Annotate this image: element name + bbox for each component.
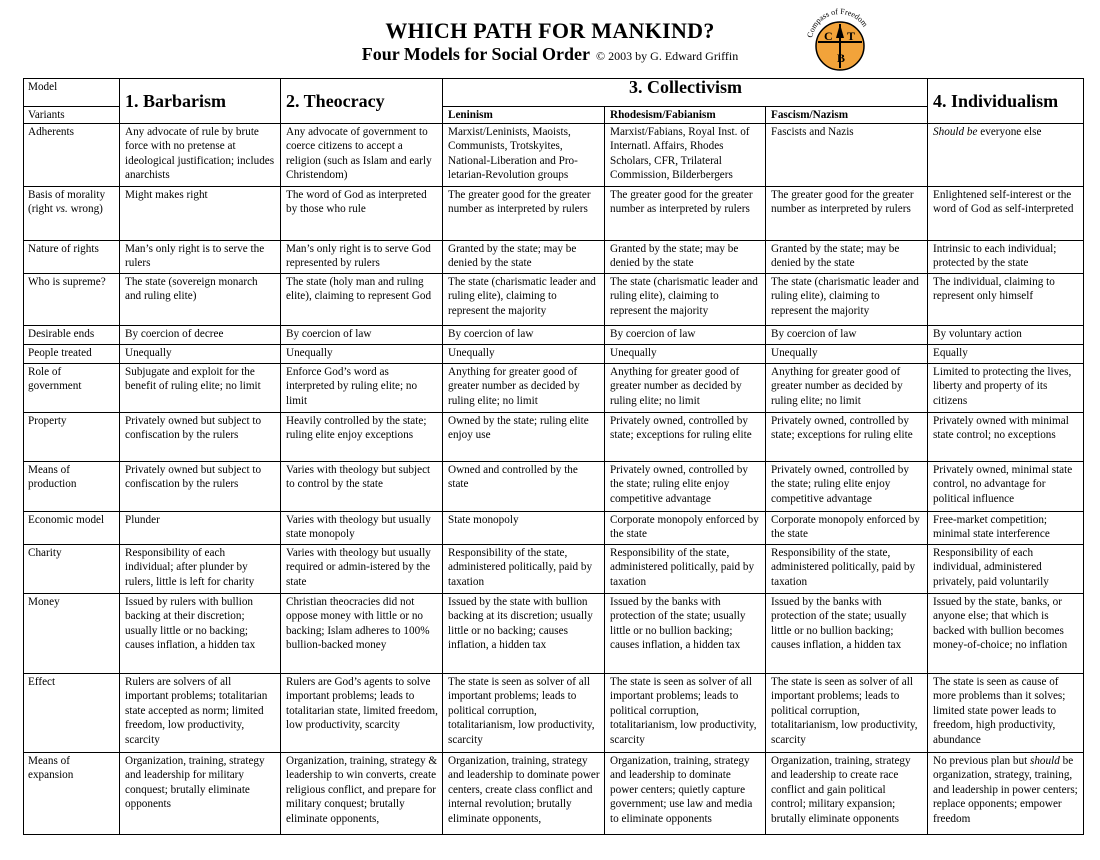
table-cell: Owned by the state; ruling elite enjoy use xyxy=(443,412,605,461)
model-header-row xyxy=(24,79,1084,107)
compass-of-freedom-logo xyxy=(802,4,878,80)
table-cell: Unequally xyxy=(766,344,928,363)
table-cell: The greater good for the greater number as interpreted by rulers xyxy=(766,186,928,240)
table-cell: Unequally xyxy=(281,344,443,363)
table-cell: The state is seen as solver of all important problems; leads to political corruption, totalitarianism, low productivity, scarcity xyxy=(766,673,928,752)
table-cell: Privately owned but subject to confiscation by the rulers xyxy=(120,412,281,461)
row-label: Charity xyxy=(24,544,120,593)
row-label: Adherents xyxy=(24,123,120,186)
row-label: Economic model xyxy=(24,511,120,544)
table-row xyxy=(24,461,1084,511)
table-cell: Varies with theology but usually state monopoly xyxy=(281,511,443,544)
table-row xyxy=(24,123,1084,186)
logo-letter-b: B xyxy=(837,51,846,65)
row-label: Means of production xyxy=(24,461,120,511)
table-cell: Intrinsic to each individual; protected by the state xyxy=(928,240,1084,273)
table-cell: Should be everyone else xyxy=(928,123,1084,186)
row-label: Property xyxy=(24,412,120,461)
table-cell: Man’s only right is to serve the rulers xyxy=(120,240,281,273)
row-label: Desirable ends xyxy=(24,325,120,344)
row-label: Who is supreme? xyxy=(24,273,120,325)
table-row xyxy=(24,240,1084,273)
table-cell: Privately owned with minimal state control; no exceptions xyxy=(928,412,1084,461)
table-cell: Anything for greater good of greater number as decided by ruling elite; no limit xyxy=(766,363,928,412)
model-individualism: 4. Individualism xyxy=(928,79,1084,124)
table-cell: Organization, training, strategy and leadership to dominate power centers, create class conflict and internal revolution; brutally eliminate opponents, xyxy=(443,752,605,834)
table-cell: Responsibility of the state, administered politically, paid by taxation xyxy=(443,544,605,593)
table-cell: Granted by the state; may be denied by the state xyxy=(605,240,766,273)
table-cell: Issued by the state with bullion backing at its discretion; usually little or no backing; causes inflation, a hidden tax xyxy=(443,593,605,673)
table-cell: Unequally xyxy=(120,344,281,363)
table-cell: Might makes right xyxy=(120,186,281,240)
table-row xyxy=(24,752,1084,834)
copyright-text: © 2003 by G. Edward Griffin xyxy=(596,49,739,63)
table-cell: Issued by the state, banks, or anyone else; that which is backed with bullion becomes money-of-choice; no inflation xyxy=(928,593,1084,673)
table-cell: Organization, training, strategy and leadership for military conquest; brutally eliminate opponents xyxy=(120,752,281,834)
table-cell: Organization, training, strategy and leadership to dominate power centers; quietly capture government; use law and media to eliminate opponents xyxy=(605,752,766,834)
variant-rhodesism-fabianism: Rhodesism/Fabianism xyxy=(605,107,766,124)
table-row xyxy=(24,186,1084,240)
table-cell: Heavily controlled by the state; ruling elite enjoy exceptions xyxy=(281,412,443,461)
table-cell: Limited to protecting the lives, liberty and property of its citizens xyxy=(928,363,1084,412)
table-cell: The individual, claiming to represent only himself xyxy=(928,273,1084,325)
table-cell: Marxist/Fabians, Royal Inst. of Internatl. Affairs, Rhodes Scholars, CFR, Trilateral Commission, Bilderbergers xyxy=(605,123,766,186)
table-row xyxy=(24,412,1084,461)
table-cell: The state (charismatic leader and ruling elite), claiming to represent the majority xyxy=(443,273,605,325)
table-cell: The state is seen as solver of all important problems; leads to political corruption, totalitarianism, low productivity, scarcity xyxy=(605,673,766,752)
table-cell: Corporate monopoly enforced by the state xyxy=(605,511,766,544)
model-label: Model xyxy=(24,79,120,107)
table-cell: Corporate monopoly enforced by the state xyxy=(766,511,928,544)
model-collectivism: 3. Collectivism xyxy=(443,79,928,107)
table-cell: By voluntary action xyxy=(928,325,1084,344)
row-label: Nature of rights xyxy=(24,240,120,273)
table-cell: Anything for greater good of greater number as decided by ruling elite; no limit xyxy=(605,363,766,412)
table-cell: Privately owned, controlled by the state; ruling elite enjoy competitive advantage xyxy=(766,461,928,511)
table-cell: Responsibility of the state, administered politically, paid by taxation xyxy=(605,544,766,593)
variant-leninism: Leninism xyxy=(443,107,605,124)
table-cell: Responsibility of each individual, administered privately, paid voluntarily xyxy=(928,544,1084,593)
table-cell: Responsibility of each individual; after plunder by rulers, little is left for charity xyxy=(120,544,281,593)
table-cell: Organization, training, strategy & leadership to win converts, create religious conflict, and prepare for military conquest; brutally eliminate opponents, xyxy=(281,752,443,834)
table-cell: Granted by the state; may be denied by the state xyxy=(443,240,605,273)
table-cell: Enforce God’s word as interpreted by ruling elite; no limit xyxy=(281,363,443,412)
table-cell: Varies with theology but usually required or admin-istered by the state xyxy=(281,544,443,593)
logo-letter-t: T xyxy=(847,29,856,43)
table-cell: By coercion of decree xyxy=(120,325,281,344)
row-label: Money xyxy=(24,593,120,673)
row-label: Basis of morality (right vs. wrong) xyxy=(24,186,120,240)
row-label: Role of government xyxy=(24,363,120,412)
table-cell: By coercion of law xyxy=(443,325,605,344)
table-cell: The state is seen as cause of more problems than it solves; limited state power leads to freedom, high productivity, abundance xyxy=(928,673,1084,752)
table-cell: Privately owned, minimal state control, no advantage for political influence xyxy=(928,461,1084,511)
table-cell: Granted by the state; may be denied by the state xyxy=(766,240,928,273)
table-cell: Responsibility of the state, administered politically, paid by taxation xyxy=(766,544,928,593)
table-cell: No previous plan but should be organization, strategy, training, and leadership in power centers; replace opponents; empower freedom xyxy=(928,752,1084,834)
table-cell: Any advocate of rule by brute force with no pretense at ideological justification; includes anarchists xyxy=(120,123,281,186)
table-cell: By coercion of law xyxy=(605,325,766,344)
table-cell: The greater good for the greater number as interpreted by rulers xyxy=(605,186,766,240)
variants-label: Variants xyxy=(24,107,120,124)
table-body xyxy=(24,123,1084,834)
table-cell: By coercion of law xyxy=(281,325,443,344)
table-cell: Plunder xyxy=(120,511,281,544)
table-row xyxy=(24,344,1084,363)
model-barbarism: 1. Barbarism xyxy=(120,79,281,124)
table-cell: Man’s only right is to serve God represented by rulers xyxy=(281,240,443,273)
table-cell: Christian theocracies did not oppose money with little or no backing; Islam adheres to 100% bullion-backed money xyxy=(281,593,443,673)
table-cell: Organization, training, strategy and leadership to create race conflict and gain political control; military expansion; brutally eliminate opponents xyxy=(766,752,928,834)
subtitle-text: Four Models for Social Order xyxy=(361,44,591,64)
table-cell: The state (charismatic leader and ruling elite), claiming to represent the majority xyxy=(605,273,766,325)
table-cell: Privately owned, controlled by the state; ruling elite enjoy competitive advantage xyxy=(605,461,766,511)
table-row xyxy=(24,325,1084,344)
table-cell: State monopoly xyxy=(443,511,605,544)
table-cell: Privately owned, controlled by state; exceptions for ruling elite xyxy=(766,412,928,461)
table-cell: Privately owned, controlled by state; exceptions for ruling elite xyxy=(605,412,766,461)
variant-fascism-nazism: Fascism/Nazism xyxy=(766,107,928,124)
table-cell: Subjugate and exploit for the benefit of ruling elite; no limit xyxy=(120,363,281,412)
table-row xyxy=(24,673,1084,752)
table-cell: Anything for greater good of greater number as decided by ruling elite; no limit xyxy=(443,363,605,412)
table-row xyxy=(24,363,1084,412)
social-order-table xyxy=(23,78,1084,835)
table-cell: Any advocate of government to coerce citizens to accept a religion (such as Islam and early Christendom) xyxy=(281,123,443,186)
table-cell: Varies with theology but subject to control by the state xyxy=(281,461,443,511)
row-label: People treated xyxy=(24,344,120,363)
table-cell: Privately owned but subject to confiscation by the rulers xyxy=(120,461,281,511)
page-title: WHICH PATH FOR MANKIND? xyxy=(385,18,715,43)
table-row xyxy=(24,273,1084,325)
table-cell: The greater good for the greater number as interpreted by rulers xyxy=(443,186,605,240)
table-cell: Issued by rulers with bullion backing at their discretion; usually little or no backing; causes inflation, a hidden tax xyxy=(120,593,281,673)
table-cell: The state (sovereign monarch and ruling elite) xyxy=(120,273,281,325)
table-cell: Rulers are solvers of all important problems; totalitarian state accepted as norm; limited freedom, low productivity, scarcity xyxy=(120,673,281,752)
table-cell: The state is seen as solver of all important problems; leads to political corruption, totalitarianism, low productivity, scarcity xyxy=(443,673,605,752)
row-label: Means of expansion xyxy=(24,752,120,834)
model-theocracy: 2. Theocracy xyxy=(281,79,443,124)
page-subtitle xyxy=(0,44,1100,65)
table-cell: Free-market competition; minimal state interference xyxy=(928,511,1084,544)
table-cell: The word of God as interpreted by those who rule xyxy=(281,186,443,240)
table-cell: The state (holy man and ruling elite), claiming to represent God xyxy=(281,273,443,325)
table-cell: The state (charismatic leader and ruling elite), claiming to represent the majority xyxy=(766,273,928,325)
table-cell: Unequally xyxy=(605,344,766,363)
table-cell: Issued by the banks with protection of the state; usually little or no bullion backing; causes inflation, a hidden tax xyxy=(605,593,766,673)
table-cell: By coercion of law xyxy=(766,325,928,344)
table-cell: Marxist/Leninists, Maoists, Communists, Trotskyites, National-Liberation and Pro-letarian-Revolution groups xyxy=(443,123,605,186)
table-cell: Equally xyxy=(928,344,1084,363)
table-row xyxy=(24,544,1084,593)
table-row xyxy=(24,593,1084,673)
table-row xyxy=(24,511,1084,544)
table-cell: Rulers are God’s agents to solve important problems; leads to totalitarian state, limited freedom, low productivity, scarcity xyxy=(281,673,443,752)
table-cell: Owned and controlled by the state xyxy=(443,461,605,511)
table-cell: Enlightened self-interest or the word of God as self-interpreted xyxy=(928,186,1084,240)
table-cell: Issued by the banks with protection of the state; usually little or no bullion backing; causes inflation, a hidden tax xyxy=(766,593,928,673)
logo-arc-text: Compass of Freedom xyxy=(805,6,870,39)
table-cell: Unequally xyxy=(443,344,605,363)
row-label: Effect xyxy=(24,673,120,752)
table-cell: Fascists and Nazis xyxy=(766,123,928,186)
logo-letter-c: C xyxy=(824,29,833,43)
